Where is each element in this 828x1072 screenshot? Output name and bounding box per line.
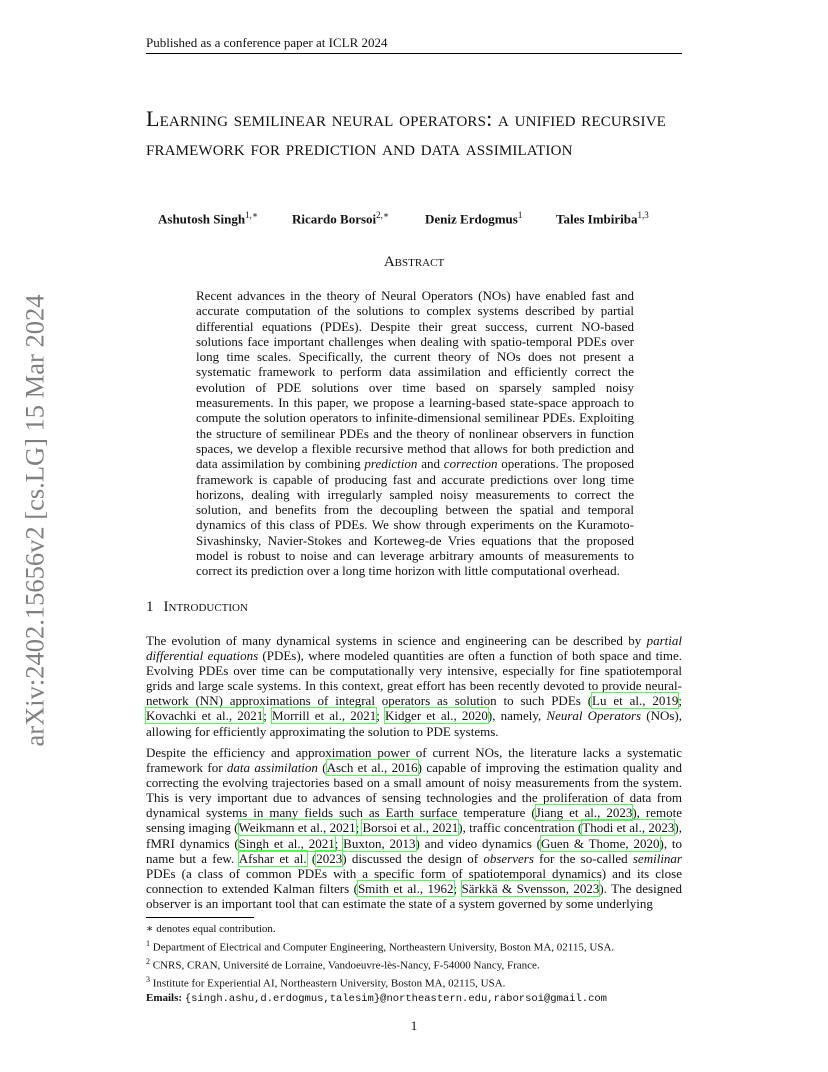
body-text: ( bbox=[306, 850, 317, 866]
body-emphasis: Neural Operators bbox=[546, 708, 642, 724]
arxiv-id: arXiv:2402.15656v2 [cs.LG] 15 Mar 2024 bbox=[19, 294, 50, 747]
citation-link[interactable]: Särkkä & Svensson, 2023 bbox=[461, 880, 600, 896]
footnote-mark: 3 bbox=[146, 974, 150, 984]
author-affiliation-mark: 1,3 bbox=[637, 210, 649, 220]
citation-separator: ; bbox=[376, 708, 386, 724]
body-text: ). The designed observer is an important tool that can estimate the state of a system governed by some underlying bbox=[146, 880, 682, 911]
author bbox=[158, 210, 292, 227]
header-rule bbox=[146, 53, 682, 54]
body-text: ), namely, bbox=[487, 708, 547, 724]
citation-separator: ; bbox=[678, 693, 682, 709]
footnote-affiliation-3 bbox=[146, 973, 686, 991]
paper-title: Learning semilinear neural operators: a unified recursive framework for prediction and data assimilation bbox=[146, 106, 666, 160]
abstract-emphasis: correction bbox=[443, 456, 498, 472]
email-addresses[interactable]: {singh.ashu,d.erdogmus,talesim}@northeastern.edu,raborsoi@gmail.com bbox=[184, 992, 607, 1005]
abstract-text: operations. The proposed framework is capable of producing fast and accurate predictions over long time horizons, dealing with irregularly sampled noisy measurements to correct the solution, and benefits from the decoupling between the spatial and temporal dynamics of this class of PDEs. We show through experiments on the Kuramoto-Sivashinsky, Navier-Stokes and Korteweg-de Vries equations that the proposed model is robust to noise and can leverage arbitrary amounts of measurements to correct its prediction over a long time horizon with little computational overhead. bbox=[196, 456, 634, 579]
citation-link[interactable]: Kovachki et al., 2021 bbox=[146, 708, 264, 724]
footnote-emails bbox=[146, 991, 686, 1007]
author-name: Ashutosh Singh bbox=[158, 211, 246, 227]
citation-link[interactable]: Singh et al., 2021 bbox=[238, 835, 335, 851]
citation-link[interactable]: Morrill et al., 2021 bbox=[272, 708, 377, 724]
citation-separator: ; bbox=[453, 880, 462, 896]
body-text: PDEs (a class of common PDEs with a specific form of spatiotemporal dynamics) and its close connection to extended Kalman filters ( bbox=[146, 865, 682, 896]
body-text: (NOs), allowing for efficiently approximating the solution to PDE systems. bbox=[146, 708, 683, 739]
running-header: Published as a conference paper at ICLR 2024 bbox=[146, 35, 388, 50]
section-title: Introduction bbox=[163, 599, 248, 615]
body-text: ), traffic concentration ( bbox=[458, 820, 583, 836]
body-text: ) discussed the design of bbox=[342, 850, 484, 866]
body-text: ) capable of improving the estimation quality and correcting the evolving trajectories based on a small amount of noisy measurements from the system. This is very important due to advances of sensing technologies and the proliferation of data from dynamical systems in many fields such as Earth surface temperature ( bbox=[146, 760, 683, 821]
footnote-text: CNRS, CRAN, Université de Lorraine, Vandoeuvre-lès-Nancy, F-54000 Nancy, France. bbox=[150, 959, 540, 972]
footnote-rule bbox=[146, 917, 254, 918]
citation-link[interactable]: Weikmann et al., 2021 bbox=[238, 820, 356, 836]
intro-paragraph-1 bbox=[146, 633, 682, 739]
abstract-body bbox=[196, 288, 634, 579]
abstract-text: Recent advances in the theory of Neural Operators (NOs) have enabled fast and accurate computation of the solutions to complex systems described by partial differential equations (PDEs). Despite their great success, current NO-based solutions face important challenges when dealing with spatio-temporal PDEs over long time scales. Specifically, the current theory of NOs does not present a systematic framework to perform data assimilation and efficiently correct the evolution of PDE solutions over time based on sparsely sampled noisy measurements. In this paper, we propose a learning-based state-space approach to compute the solution operators to infinite-dimensional semilinear PDEs. Exploiting the structure of semilinear PDEs and the theory of nonlinear observers in function spaces, we develop a flexible recursive method that allows for both prediction and data assimilation by combining bbox=[196, 288, 634, 472]
body-emphasis: data assimilation bbox=[226, 760, 318, 776]
abstract-emphasis: prediction bbox=[364, 456, 418, 472]
footnote-mark: 1 bbox=[146, 938, 150, 948]
citation-link[interactable]: Guen & Thome, 2020 bbox=[540, 835, 660, 851]
footnote-affiliation-2 bbox=[146, 955, 686, 973]
citation-link[interactable]: 2023 bbox=[316, 850, 343, 866]
footnote-text: denotes equal contribution. bbox=[153, 923, 276, 935]
abstract-text: and bbox=[417, 456, 444, 472]
author-list bbox=[158, 210, 678, 227]
footnote-equal-contribution bbox=[146, 922, 686, 937]
body-text: Despite the efficiency and approximation power of current NOs, the literature lacks a systematic framework for bbox=[146, 745, 682, 776]
footnote-mark: 2 bbox=[146, 956, 150, 966]
citation-link[interactable]: Buxton, 2013 bbox=[343, 835, 416, 851]
citation-link[interactable]: Smith et al., 1962 bbox=[357, 880, 454, 896]
citation-link[interactable]: Afshar et al. bbox=[238, 850, 307, 866]
citation-link[interactable]: Kidger et al., 2020 bbox=[385, 708, 488, 724]
citation-separator: ; bbox=[334, 835, 344, 851]
author-name: Tales Imbiriba bbox=[556, 211, 638, 227]
body-text: ) and video dynamics ( bbox=[415, 835, 541, 851]
author-affiliation-mark: 1,∗ bbox=[245, 210, 258, 220]
body-text: for the so-called bbox=[533, 850, 633, 866]
body-emphasis: semilinar bbox=[632, 850, 682, 866]
author bbox=[556, 210, 649, 227]
author-affiliation-mark: 2,∗ bbox=[376, 210, 390, 220]
author bbox=[425, 210, 556, 227]
body-text: ), fMRI dynamics ( bbox=[146, 820, 682, 851]
body-text: The evolution of many dynamical systems in science and engineering can be described by bbox=[146, 633, 647, 648]
citation-link[interactable]: Borsoi et al., 2021 bbox=[362, 820, 459, 836]
citation-link[interactable]: Asch et al., 2016 bbox=[326, 760, 418, 776]
footnote-text: Institute for Experiential AI, Northeastern University, Boston MA, 02115, USA. bbox=[150, 977, 506, 990]
body-emphasis: partial differential equations bbox=[146, 633, 682, 664]
citation-link[interactable]: Thodi et al., 2023 bbox=[582, 820, 675, 836]
body-text: ), remote sensing imaging ( bbox=[146, 805, 682, 836]
body-text: ), to name but a few. bbox=[146, 835, 683, 866]
abstract-heading: Abstract bbox=[383, 254, 445, 270]
emails-label: Emails: bbox=[146, 991, 183, 1004]
citation-separator: ; bbox=[263, 708, 273, 724]
body-text: ( bbox=[317, 760, 327, 776]
footnotes bbox=[146, 922, 686, 1006]
footnote-mark: ∗ bbox=[146, 923, 154, 935]
footnote-affiliation-1 bbox=[146, 937, 686, 955]
section-number: 1 bbox=[146, 599, 154, 615]
body-text: (PDEs), where modeled quantities are often a function of both space and time. Evolving PDEs over time can be computationally very intensive, especially for fine spatiotemporal grids and large scale systems. In this context, great effort has been recently devoted to provide neural-network (NN) approximations of integral operators as solution to such PDEs ( bbox=[146, 648, 682, 709]
citation-link[interactable]: Lu et al., 2019 bbox=[592, 693, 679, 709]
author-name: Deniz Erdogmus bbox=[425, 211, 518, 227]
citation-link[interactable]: Jiang et al., 2023 bbox=[535, 805, 633, 821]
intro-paragraph-2 bbox=[146, 745, 682, 911]
page-number: 1 bbox=[410, 1018, 418, 1033]
section-heading bbox=[146, 599, 248, 616]
body-emphasis: observers bbox=[483, 850, 534, 866]
author bbox=[292, 210, 425, 227]
author-affiliation-mark: 1 bbox=[517, 210, 523, 220]
arxiv-stamp bbox=[19, 283, 50, 758]
footnote-text: Department of Electrical and Computer Engineering, Northeastern University, Boston MA, 02115, USA. bbox=[150, 941, 615, 954]
author-name: Ricardo Borsoi bbox=[292, 211, 377, 227]
citation-separator: ; bbox=[355, 820, 363, 836]
